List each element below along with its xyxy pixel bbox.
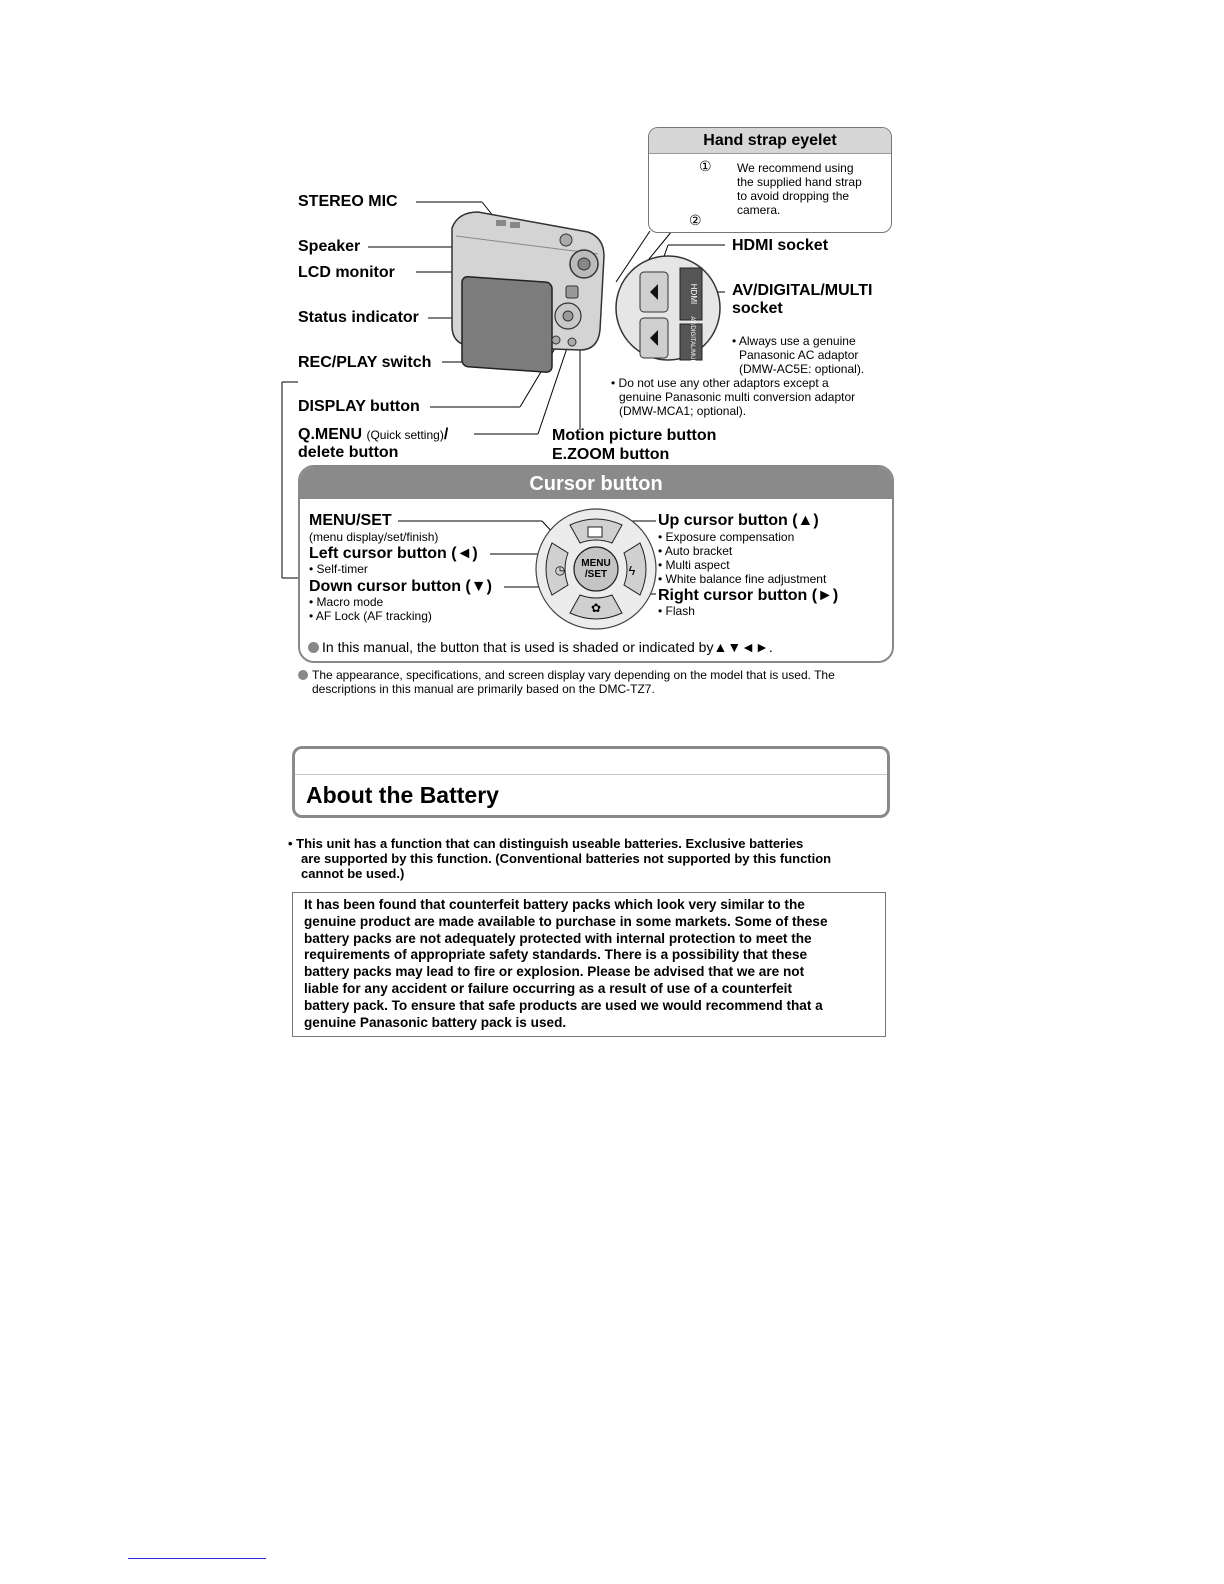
hand-strap-text: We recommend using the supplied hand strap to avoid dropping the camera. (737, 161, 862, 217)
label-hdmi-socket: HDMI socket (732, 237, 829, 254)
label-menu-set: MENU/SET (309, 512, 392, 529)
up-cursor-notes: • Exposure compensation • Auto bracket • Multi aspect • White balance fine adjustment (658, 530, 827, 586)
left-cursor-note: • Self-timer (309, 562, 368, 576)
label-down-cursor: Down cursor button (▼) (309, 578, 492, 595)
manual-note: In this manual, the button that is used is shaded or indicated by▲▼◄►. (308, 639, 773, 655)
flash-icon: ϟ (628, 563, 636, 578)
label-lcd-monitor: LCD monitor (298, 264, 395, 281)
menu-set-center-line1: MENU (581, 558, 611, 569)
hdmi-port-text: HDMI (689, 283, 698, 305)
label-motion-picture-button: Motion picture button (552, 427, 717, 444)
menu-set-note: (menu display/set/finish) (309, 530, 439, 544)
cursor-pad-illustration (298, 497, 890, 632)
label-display-button: DISPLAY button (298, 398, 420, 415)
label-av-socket-2: socket (732, 300, 783, 317)
battery-title: About the Battery (306, 782, 499, 808)
hand-strap-box (648, 127, 892, 233)
label-status-indicator: Status indicator (298, 309, 419, 326)
label-up-cursor: Up cursor button (▲) (658, 512, 819, 529)
battery-bullet: • This unit has a function that can distinguish useable batteries. Exclusive batteries are supported by this function. (Conventional batteries not supported by this function cannot be used.) (288, 836, 832, 881)
hand-strap-title: Hand strap eyelet (649, 128, 891, 154)
footer-rule (128, 1558, 266, 1559)
camera-body-illustration (452, 212, 604, 373)
port-closeup-illustration (616, 256, 720, 368)
multi-adaptor-note: • Do not use any other adaptors except a genuine Panasonic multi conversion adaptor (DMW-MCA1; optional). (611, 376, 856, 418)
label-av-socket: AV/DIGITAL/MULTI (732, 282, 873, 299)
battery-header-strip (295, 749, 887, 775)
strap-step2: ② (689, 212, 702, 228)
bullet-dot-icon (308, 642, 319, 653)
macro-icon: ✿ (590, 601, 602, 615)
cursor-panel-title: Cursor button (300, 467, 892, 499)
label-ezoom-button: E.ZOOM button (552, 446, 670, 463)
label-left-cursor: Left cursor button (◄) (309, 545, 478, 562)
menu-set-center-line2: /SET (584, 569, 608, 580)
label-delete-button: delete button (298, 444, 399, 461)
battery-section-header (292, 746, 890, 818)
right-cursor-note: • Flash (658, 604, 695, 618)
label-speaker: Speaker (298, 238, 361, 255)
down-cursor-note-1: • Macro mode (309, 595, 384, 609)
bullet-dot-icon (298, 670, 308, 680)
label-rec-play-switch: REC/PLAY switch (298, 354, 432, 371)
counterfeit-warning-box (292, 892, 886, 1037)
strap-step1: ① (699, 158, 712, 174)
appearance-note: The appearance, specifications, and screen display vary depending on the model that is used. The descriptions in this manual are primarily based on the DMC-TZ7. (298, 668, 835, 696)
down-cursor-note-2: • AF Lock (AF tracking) (309, 609, 432, 623)
label-right-cursor: Right cursor button (►) (658, 587, 839, 604)
counterfeit-warning-text: It has been found that counterfeit battery packs which look very similar to the genuine product are made available to purchase in some markets. Some of these battery packs are not adequately protected with internal protection to meet the requirements of appropriate safety standards. There is a possibility that these battery packs may lead to fire or explosion. Please be advised that we are not liable for any accident or failure occurring as a result of use of a counterfeit battery pack. To ensure that safe products are used we would recommend that a genuine Panasonic battery pack is used. (304, 897, 828, 1030)
ac-adaptor-note: • Always use a genuine Panasonic AC adaptor (DMW-AC5E: optional). (732, 334, 865, 376)
label-qmenu: Q.MENU (Quick setting)/ (298, 426, 449, 443)
label-stereo-mic: STEREO MIC (298, 193, 398, 210)
av-port-text: AV/DIGITAL/MULTI (689, 316, 695, 368)
self-timer-icon: ◷ (554, 563, 566, 577)
